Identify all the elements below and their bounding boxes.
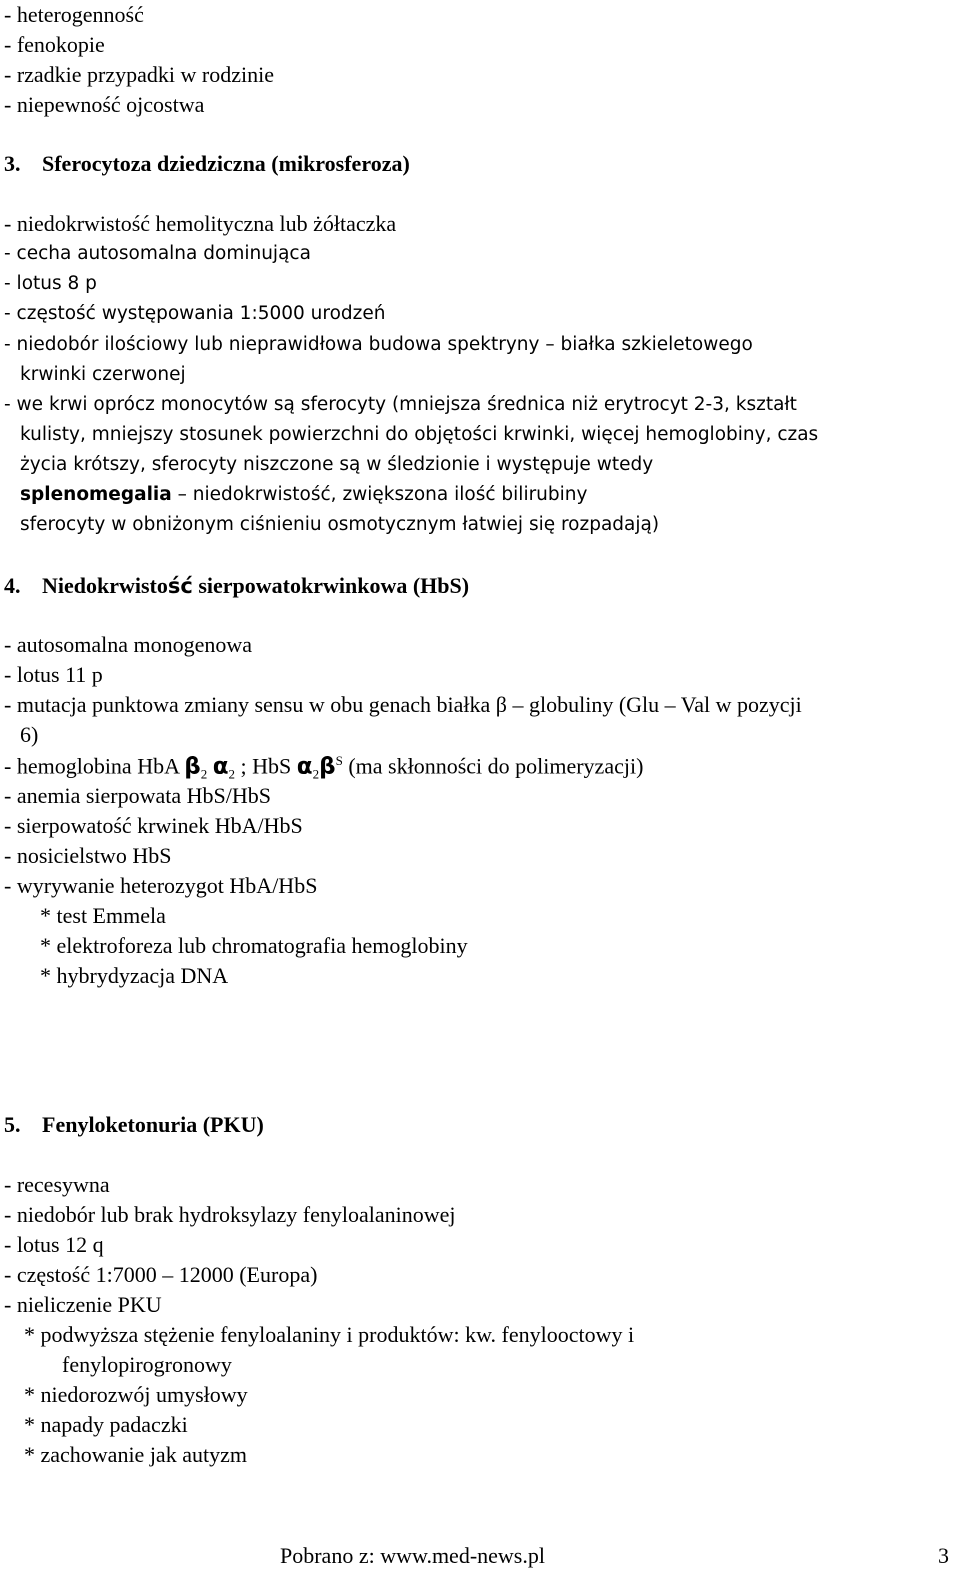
list-item: - lotus 8 p xyxy=(4,273,97,294)
section-title-part: ść xyxy=(167,574,193,598)
alpha-symbol: α xyxy=(212,753,229,780)
list-item: - niedobór ilościowy lub nieprawidłowa budowa spektryny – białka szkieletowego xyxy=(4,334,753,355)
list-item-continuation: krwinki czerwonej xyxy=(20,364,186,385)
alpha-symbol: α xyxy=(296,753,313,780)
list-item: - mutacja punktowa zmiany sensu w obu genach białka β – globuliny (Glu – Val w pozycji xyxy=(4,692,802,717)
term-description: – niedokrwistość, zwiększona ilość bilirubiny xyxy=(171,484,588,505)
list-item: - niepewność ojcostwa xyxy=(4,92,205,117)
list-item: - rzadkie przypadki w rodzinie xyxy=(4,62,274,87)
subscript: 2 xyxy=(228,766,236,782)
sub-list-item: * elektroforeza lub chromatografia hemoglobiny xyxy=(40,933,468,958)
list-item: - autosomalna monogenowa xyxy=(4,632,253,657)
section-title: Sferocytoza dziedziczna (mikrosferoza) xyxy=(42,151,410,176)
section-4-heading xyxy=(4,575,469,597)
list-item: - recesywna xyxy=(4,1172,110,1197)
list-item: - fenokopie xyxy=(4,32,105,57)
section-title: Fenyloketonuria (PKU) xyxy=(42,1112,264,1137)
section-5-heading xyxy=(4,1114,264,1136)
sub-list-item: * zachowanie jak autyzm xyxy=(24,1442,247,1467)
list-item: - cecha autosomalna dominująca xyxy=(4,243,311,264)
section-number: 5. xyxy=(4,1112,21,1137)
sub-list-item: * niedorozwój umysłowy xyxy=(24,1382,248,1407)
list-item-continuation: życia krótszy, sferocyty niszczone są w śledzionie i występuje wtedy xyxy=(20,454,654,475)
formula-text: ; HbS xyxy=(235,753,297,779)
list-item: - nosicielstwo HbS xyxy=(4,843,172,868)
list-item: - anemia sierpowata HbS/HbS xyxy=(4,783,271,808)
sub-list-item: * hybrydyzacja DNA xyxy=(40,963,229,988)
formula-text: (ma skłonności do polimeryzacji) xyxy=(342,753,644,779)
section-title-part: sierpowatokrwinkowa (HbS) xyxy=(192,573,470,598)
section-number: 3. xyxy=(4,151,21,176)
list-item: - nieliczenie PKU xyxy=(4,1292,162,1317)
list-item: - częstość występowania 1:5000 urodzeń xyxy=(4,303,386,324)
beta-symbol: β xyxy=(319,753,336,780)
formula-text: - hemoglobina HbA xyxy=(4,753,185,779)
section-title-part: Niedokrwisto xyxy=(42,573,168,598)
sub-list-item: * podwyższa stężenie fenyloalaniny i produktów: kw. fenylooctowy i xyxy=(24,1322,635,1347)
subscript: 2 xyxy=(312,766,320,782)
page-number: 3 xyxy=(938,1543,949,1568)
sub-list-item: * test Emmela xyxy=(40,903,166,928)
list-item: - lotus 12 q xyxy=(4,1232,104,1257)
list-item: - heterogenność xyxy=(4,2,144,27)
list-item: - częstość 1:7000 – 12000 (Europa) xyxy=(4,1262,318,1287)
list-item-continuation xyxy=(20,486,587,505)
list-item: - lotus 11 p xyxy=(4,662,103,687)
section-number: 4. xyxy=(4,573,21,598)
superscript: S xyxy=(335,753,343,768)
subscript: 2 xyxy=(200,766,208,782)
beta-symbol: β xyxy=(184,753,201,780)
list-item-continuation: kulisty, mniejszy stosunek powierzchni do objętości krwinki, więcej hemoglobiny, czas xyxy=(20,424,819,445)
list-item: - we krwi oprócz monocytów są sferocyty (mniejsza średnica niż erytrocyt 2-3, kształt xyxy=(4,394,797,415)
list-item-continuation: 6) xyxy=(20,722,39,747)
list-item: - niedokrwistość hemolityczna lub żółtaczka xyxy=(4,211,397,236)
bold-term: splenomegalia xyxy=(20,484,172,505)
list-item: - niedobór lub brak hydroksylazy fenyloalaninowej xyxy=(4,1202,456,1227)
sub-list-item-continuation: fenylopirogronowy xyxy=(62,1352,232,1377)
list-item: - wyrywanie heterozygot HbA/HbS xyxy=(4,873,318,898)
hemoglobin-formula xyxy=(4,754,643,781)
list-item-continuation: sferocyty w obniżonym ciśnieniu osmotycznym łatwiej się rozpadają) xyxy=(20,514,660,535)
list-item: - sierpowatość krwinek HbA/HbS xyxy=(4,813,303,838)
section-3-heading xyxy=(4,153,410,175)
sub-list-item: * napady padaczki xyxy=(24,1412,188,1437)
footer-source: Pobrano z: www.med-news.pl xyxy=(280,1543,545,1568)
